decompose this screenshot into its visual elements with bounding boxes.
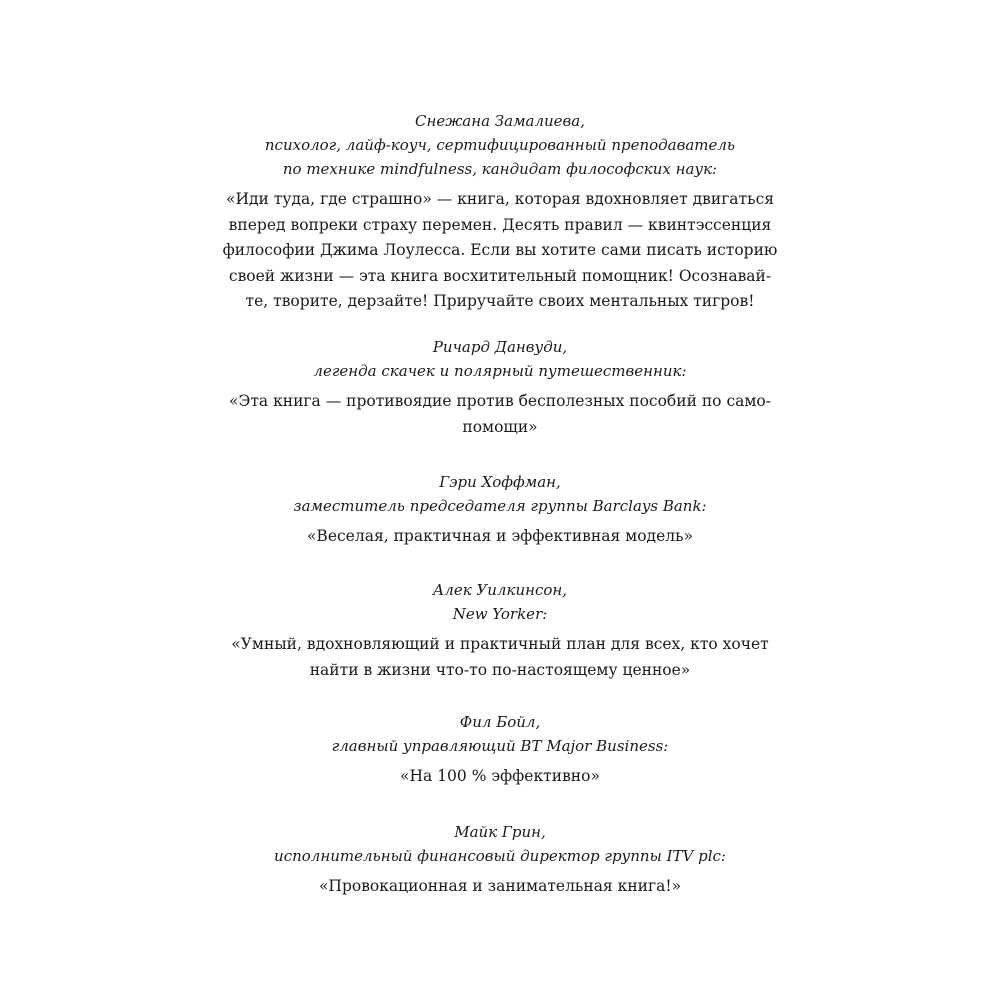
author-name: Майк Грин, <box>454 823 546 841</box>
quote-line: своей жизни — эта книга восхитительный помощник! Осознавай- <box>228 266 772 285</box>
testimonial <box>200 820 800 900</box>
testimonial-quote <box>200 632 800 683</box>
testimonial <box>200 109 800 315</box>
author-title-line: New Yorker: <box>452 605 548 623</box>
testimonial-attribution <box>200 710 800 758</box>
quote-line: те, творите, дерзайте! Приручайте своих ментальных тигров! <box>245 292 755 310</box>
author-name: Снежана Замалиева, <box>414 112 586 130</box>
quote-line: найти в жизни что-то по-настоящему ценное» <box>309 660 691 679</box>
quote-line: «Веселая, практичная и эффективная модель» <box>306 527 694 545</box>
testimonial-quote <box>200 874 800 900</box>
author-title-line: главный управляющий BT Major Business: <box>331 737 669 755</box>
quote-line: вперед вопреки страху перемен. Десять правил — квинтэссенция <box>228 215 772 234</box>
testimonial-quote <box>200 389 800 440</box>
testimonial <box>200 710 800 790</box>
author-name: Ричард Данвуди, <box>432 338 568 356</box>
quote-line: помощи» <box>462 417 538 436</box>
quote-line: «Умный, вдохновляющий и практичный план для всех, кто хочет <box>231 635 769 653</box>
author-name: Гэри Хоффман, <box>439 473 561 491</box>
testimonial-quote <box>200 187 800 315</box>
author-title-line: по технике mindfulness, кандидат философских наук: <box>282 160 718 178</box>
testimonial-attribution <box>200 109 800 181</box>
author-title-line: психолог, лайф-коуч, сертифицированный преподаватель <box>264 136 736 154</box>
quote-line: «Иди туда, где страшно» — книга, которая вдохновляет двигаться <box>225 190 775 208</box>
author-name: Алек Уилкинсон, <box>432 581 568 599</box>
testimonial-attribution <box>200 820 800 868</box>
testimonial-attribution <box>200 470 800 518</box>
testimonial <box>200 335 800 440</box>
quote-line: «Провокационная и занимательная книга!» <box>318 877 682 895</box>
quote-line: философии Джима Лоулесса. Если вы хотите сами писать историю <box>222 241 778 259</box>
author-title-line: заместитель председателя группы Barclays Bank: <box>293 497 707 515</box>
testimonial <box>200 578 800 683</box>
author-title-line: исполнительный финансовый директор группы ITV plc: <box>274 847 726 865</box>
quote-line: «Эта книга — противоядие против бесполезных пособий по само- <box>229 392 771 410</box>
author-title-line: легенда скачек и полярный путешественник: <box>313 362 687 380</box>
testimonial-attribution <box>200 578 800 626</box>
quote-line: «На 100 % эффективно» <box>400 767 600 785</box>
testimonial-quote <box>200 764 800 790</box>
testimonial <box>200 470 800 550</box>
author-name: Фил Бойл, <box>459 713 541 731</box>
testimonial-attribution <box>200 335 800 383</box>
testimonial-quote <box>200 524 800 550</box>
